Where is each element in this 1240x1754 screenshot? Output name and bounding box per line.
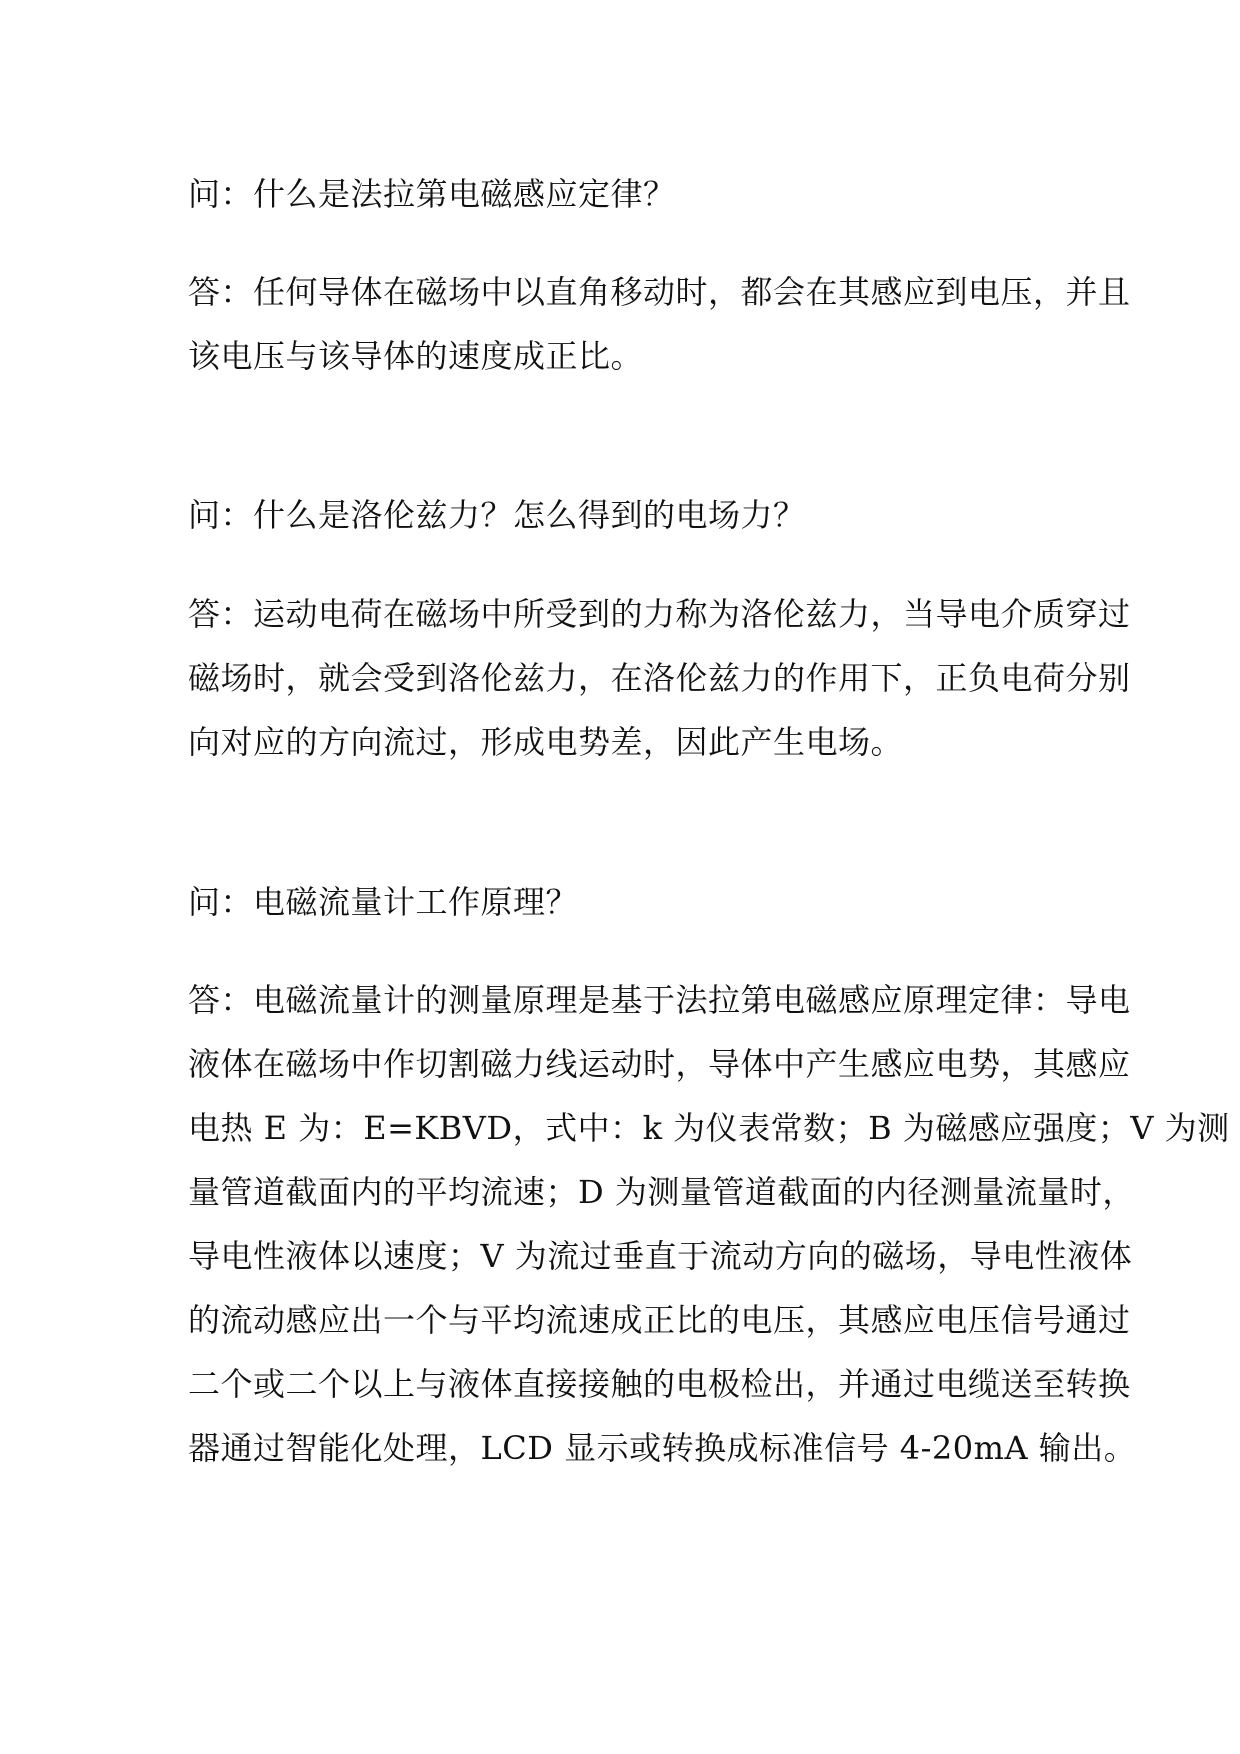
answer-2-line-3: 向对应的方向流过，形成电势差，因此产生电场。 xyxy=(188,723,904,761)
question-2: 问：什么是洛伦兹力？怎么得到的电场力？ xyxy=(188,496,806,534)
answer-2-line-1: 答：运动电荷在磁场中所受到的力称为洛伦兹力，当导电介质穿过 xyxy=(188,595,1131,633)
answer-3-line-4: 量管道截面内的平均流速；D 为测量管道截面的内径测量流量时， xyxy=(188,1173,1135,1211)
question-3: 问：电磁流量计工作原理？ xyxy=(188,883,579,921)
answer-1-line-1: 答：任何导体在磁场中以直角移动时，都会在其感应到电压，并且 xyxy=(188,273,1131,311)
answer-3-line-3: 电热 E 为：E=KBVD，式中：k 为仪表常数；B 为磁感应强度；V 为测 xyxy=(188,1109,1230,1147)
answer-3-line-5: 导电性液体以速度；V 为流过垂直于流动方向的磁场，导电性液体 xyxy=(188,1237,1133,1275)
answer-3-line-6: 的流动感应出一个与平均流速成正比的电压，其感应电压信号通过 xyxy=(188,1301,1131,1339)
question-1: 问：什么是法拉第电磁感应定律？ xyxy=(188,175,676,213)
answer-3-line-7: 二个或二个以上与液体直接接触的电极检出，并通过电缆送至转换 xyxy=(188,1365,1131,1403)
answer-2-line-2: 磁场时，就会受到洛伦兹力，在洛伦兹力的作用下，正负电荷分别 xyxy=(188,659,1131,697)
answer-3-line-1: 答：电磁流量计的测量原理是基于法拉第电磁感应原理定律：导电 xyxy=(188,981,1131,1019)
answer-3-line-2: 液体在磁场中作切割磁力线运动时，导体中产生感应电势，其感应 xyxy=(188,1045,1131,1083)
answer-3-line-8: 器通过智能化处理，LCD 显示或转换成标准信号 4-20mA 输出。 xyxy=(188,1429,1137,1467)
answer-1-line-2: 该电压与该导体的速度成正比。 xyxy=(188,337,644,375)
